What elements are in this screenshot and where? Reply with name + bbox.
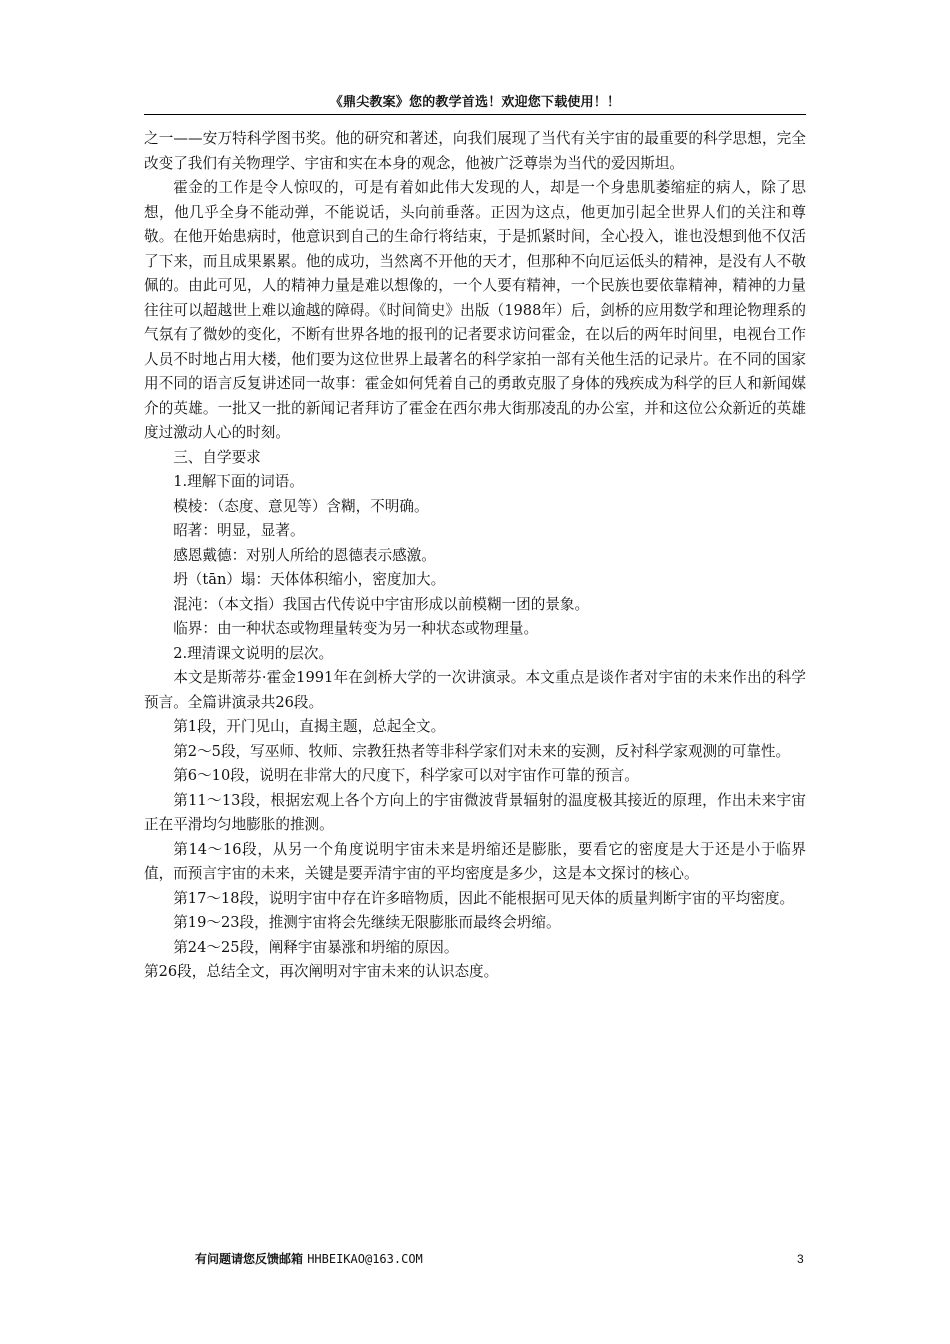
structure-item-final: 第26段，总结全文，再次阐明对宇宙未来的认识态度。 [144,963,499,980]
structure-item: 第6～10段，说明在非常大的尺度下，科学家可以对宇宙作可靠的预言。 [173,767,639,784]
structure-item: 第19～23段，推测宇宙将会先继续无限膨胀而最终会坍缩。 [173,914,561,931]
structure-item: 第2～5段，写巫师、牧师、宗教狂热者等非科学家们对未来的妄测，反衬科学家观测的可靠性。 [173,742,791,760]
subheading-structure: 2.理清课文说明的层次。 [173,644,334,662]
footer-contact [195,1251,423,1267]
document-body [144,127,806,985]
vocab-item: 感恩戴德：对别人所给的恩德表示感激。 [173,546,436,564]
page-header: 《鼎尖教案》您的教学首选！欢迎您下载使用！！ [329,95,621,110]
footer-email: HHBEIKAO@163.COM [307,1252,423,1266]
vocab-item: 坍（tān）塌：天体体积缩小，密度加大。 [173,571,446,588]
subheading-vocabulary: 1.理解下面的词语。 [173,473,304,490]
structure-item: 第11～13段，根据宏观上各个方向上的宇宙微波背景辐射的温度极其接近的原理，作出未来宇宙正在平滑均匀地膨胀的推测。 [144,791,806,833]
vocab-item: 临界：由一种状态或物理量转变为另一种状态或物理量。 [173,620,539,637]
vocab-item: 昭著：明显，显著。 [173,522,305,539]
structure-item: 第14～16段，从另一个角度说明宇宙未来是坍缩还是膨胀，要看它的密度是大于还是小于临界值，而预言宇宙的未来，关键是要弄清宇宙的平均密度是多少，这是本文探讨的核心。 [144,840,806,882]
page-number: 3 [797,1252,804,1266]
structure-item: 第1段，开门见山，直揭主题，总起全文。 [173,718,446,735]
structure-item: 第17～18段，说明宇宙中存在许多暗物质，因此不能根据可见天体的质量判断宇宙的平均密度。 [173,889,795,907]
vocab-item: 混沌：（本文指）我国古代传说中宇宙形成以前模糊一团的景象。 [173,595,590,613]
footer-label: 有问题请您反馈邮箱 [195,1252,308,1266]
structure-item: 第24～25段，阐释宇宙暴涨和坍缩的原因。 [173,938,459,956]
section-heading-self-study: 三、自学要求 [173,448,261,466]
paragraph-hawking-work: 霍金的工作是令人惊叹的，可是有着如此伟大发现的人，却是一个身患肌萎缩症的病人，除了思想，他几乎全身不能动弹，不能说话，头向前垂落。正因为这点，他更加引起全世界人们的关注和尊敬。在他开始患病时，他意识到自己的生命行将结束，于是抓紧时间，全心投入，谁也没想到他不仅活了下来，而且成果累累。他的成功，当然离不开他的天才，但那种不向厄运低头的精神，是没有人不敬佩的。由此可见，人的精神力量是难以想像的，一个人要有精神，一个民族也要依靠精神，精神的力量往往可以超越世上难以逾越的障碍。《时间简史》出版（1988年）后，剑桥的应用数学和理论物理系的气氛有了微妙的变化，不断有世界各地的报刊的记者要求访问霍金，在以后的两年时间里，电视台工作人员不时地占用大楼，他们要为这位世界上最著名的科学家拍一部有关他生活的记录片。在不同的国家用不同的语言反复讲述同一故事：霍金如何凭着自己的勇敢克服了身体的残疾成为科学的巨人和新闻媒介的英雄。一批又一批的新闻记者拜访了霍金在西尔弗大街那凌乱的办公室，并和这位公众新近的英雄度过激动人心的时刻。 [144,179,806,441]
structure-intro: 本文是斯蒂芬·霍金1991年在剑桥大学的一次讲演录。本文重点是谈作者对宇宙的未来作出的科学预言。全篇讲演录共26段。 [144,669,806,711]
paragraph-continuation: 之一——安万特科学图书奖。他的研究和著述，向我们展现了当代有关宇宙的最重要的科学思想，完全改变了我们有关物理学、宇宙和实在本身的观念，他被广泛尊崇为当代的爱因斯坦。 [144,130,806,172]
header-divider [144,114,806,115]
vocab-item: 模棱：（态度、意见等）含糊，不明确。 [173,497,429,515]
